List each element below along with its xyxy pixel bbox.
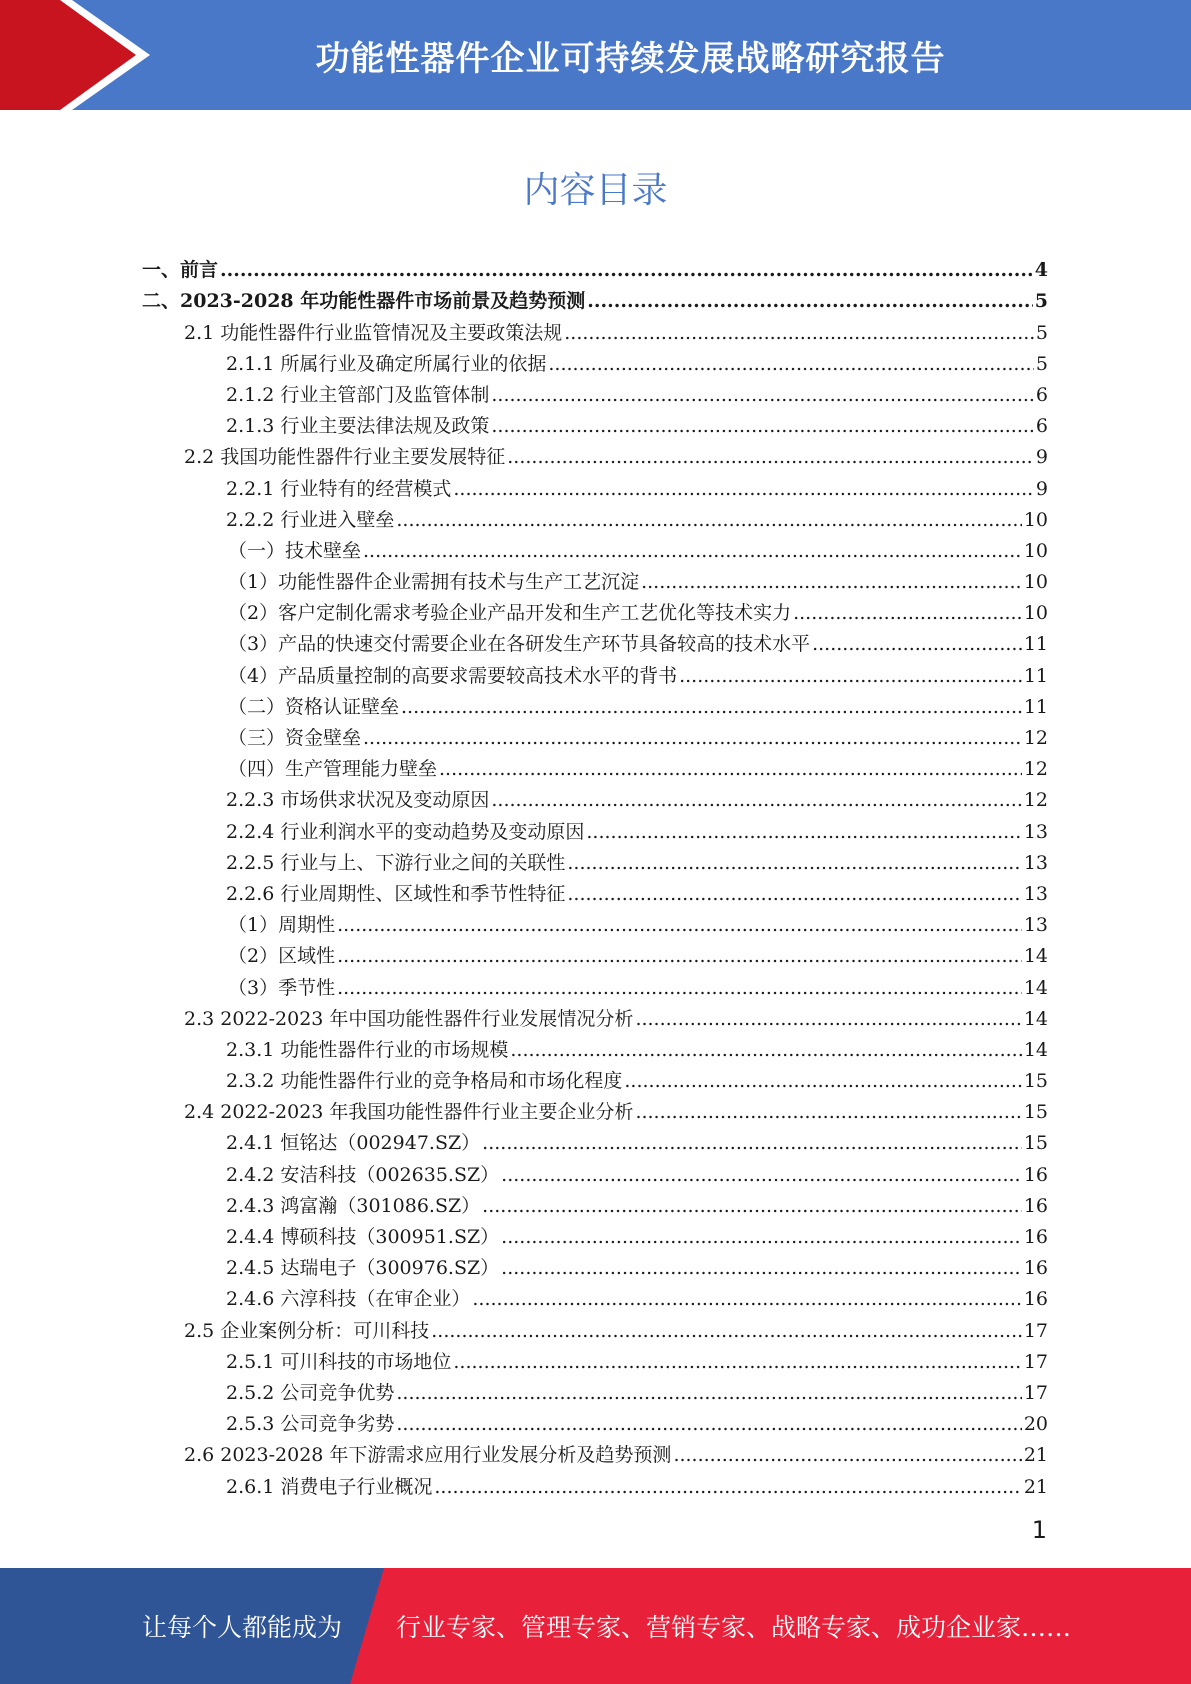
toc-entry-page: 6 <box>1035 415 1048 438</box>
toc-entry-page: 17 <box>1023 1319 1048 1342</box>
toc-entry-title: 2.5.1 可川科技的市场地位 <box>226 1350 452 1373</box>
toc-entry-page: 14 <box>1023 976 1048 999</box>
toc-entry[interactable] <box>142 1251 1048 1282</box>
toc-entry-page: 14 <box>1023 945 1048 968</box>
toc-entry-page: 12 <box>1023 789 1048 812</box>
toc-entry-title: 2.1.1 所属行业及确定所属行业的依据 <box>226 352 547 375</box>
toc-dot-leader <box>453 477 1034 501</box>
toc-entry-page: 10 <box>1023 602 1048 625</box>
toc-entry[interactable] <box>142 534 1048 565</box>
toc-entry-title: （四）生产管理能力壁垒 <box>228 758 438 781</box>
toc-entry-title: 2.2.1 行业特有的经营模式 <box>226 477 452 500</box>
toc-entry-page: 6 <box>1035 383 1048 406</box>
toc-entry-title: 2.4.6 六淳科技（在审企业） <box>226 1288 471 1311</box>
footer-slogan-right: 行业专家、管理专家、营销专家、战略专家、成功企业家…… <box>396 1613 1072 1642</box>
toc-dot-leader <box>507 445 1034 469</box>
toc-dot-leader <box>491 788 1021 812</box>
toc-entry[interactable] <box>142 783 1048 814</box>
toc-dot-leader <box>337 913 1022 937</box>
toc-entry-page: 10 <box>1023 539 1048 562</box>
toc-entry-title: 一、前言 <box>142 259 219 282</box>
toc-entry-page: 4 <box>1034 259 1048 282</box>
toc-entry-page: 12 <box>1023 727 1048 749</box>
toc-entry[interactable] <box>142 1282 1048 1313</box>
toc-entry-title: （一）技术壁垒 <box>228 539 362 562</box>
toc-entry-title: （二）资格认证壁垒 <box>228 695 400 718</box>
toc-dot-leader <box>337 976 1022 1000</box>
toc-entry-page: 17 <box>1023 1350 1048 1373</box>
toc-dot-leader <box>363 726 1022 750</box>
toc-entry-page: 10 <box>1023 508 1048 531</box>
header-bar <box>0 0 1191 110</box>
toc-entry-page: 16 <box>1023 1226 1048 1248</box>
toc-entry-title: （三）资金壁垒 <box>228 727 362 749</box>
toc-dot-leader <box>501 1225 1022 1249</box>
toc-entry-page: 11 <box>1023 664 1048 687</box>
footer-bar <box>0 1568 1191 1684</box>
toc-dot-leader <box>673 1443 1021 1467</box>
toc-heading: 内容目录 <box>523 170 668 211</box>
toc-entry-page: 15 <box>1023 1070 1048 1093</box>
toc-entry-title: 2.5.3 公司竞争劣势 <box>226 1413 395 1436</box>
toc-entry[interactable] <box>142 846 1048 877</box>
toc-dot-leader <box>472 1287 1021 1311</box>
toc-entry[interactable] <box>142 565 1048 596</box>
toc-entry-title: （3）产品的快速交付需要企业在各研发生产环节具备较高的技术水平 <box>228 633 811 656</box>
toc-dot-leader <box>501 1256 1022 1280</box>
toc-dot-leader <box>453 1350 1021 1374</box>
toc-entry-title: 2.2.6 行业周期性、区域性和季节性特征 <box>226 882 566 905</box>
toc-entry-title: （1）周期性 <box>228 914 336 937</box>
toc-entry[interactable] <box>142 1189 1048 1220</box>
toc-entry-title: 2.1.2 行业主管部门及监管体制 <box>226 383 490 406</box>
toc-entry-page: 16 <box>1023 1288 1048 1311</box>
toc-entry-title: 2.2.2 行业进入壁垒 <box>226 508 395 531</box>
toc-dot-leader <box>482 1194 1022 1218</box>
toc-entry-page: 17 <box>1023 1381 1048 1404</box>
toc-entry[interactable] <box>142 814 1048 845</box>
table-of-contents <box>142 253 1048 1501</box>
toc-entry-title: （2）客户定制化需求考验企业产品开发和生产工艺优化等技术实力 <box>228 602 792 625</box>
toc-entry[interactable] <box>142 1438 1048 1469</box>
toc-entry-title: 2.2.3 市场供求状况及变动原因 <box>226 789 490 812</box>
toc-entry[interactable] <box>142 378 1048 409</box>
toc-entry-title: 2.2.5 行业与上、下游行业之间的关联性 <box>226 851 566 874</box>
toc-entry[interactable] <box>142 970 1048 1001</box>
toc-entry-page: 5 <box>1035 352 1048 375</box>
toc-entry[interactable] <box>142 1157 1048 1188</box>
toc-entry[interactable] <box>142 1469 1048 1500</box>
toc-entry[interactable] <box>142 503 1048 534</box>
toc-dot-leader <box>491 383 1034 407</box>
toc-entry-title: （4）产品质量控制的高要求需要较高技术水平的背书 <box>228 664 678 687</box>
toc-dot-leader <box>491 414 1034 438</box>
toc-dot-leader <box>679 664 1022 688</box>
toc-entry-title: 2.3 2022-2023 年中国功能性器件行业发展情况分析 <box>184 1007 634 1030</box>
toc-entry[interactable] <box>142 690 1048 721</box>
toc-dot-leader <box>624 1069 1021 1093</box>
toc-dot-leader <box>510 1038 1021 1062</box>
toc-entry[interactable] <box>142 908 1048 939</box>
toc-dot-leader <box>548 352 1034 376</box>
toc-entry-title: 二、2023-2028 年功能性器件市场前景及趋势预测 <box>142 290 586 313</box>
toc-entry[interactable] <box>142 1002 1048 1033</box>
toc-entry[interactable] <box>142 315 1048 346</box>
toc-entry-page: 21 <box>1023 1444 1048 1467</box>
toc-entry[interactable] <box>142 1345 1048 1376</box>
toc-dot-leader <box>396 1381 1021 1405</box>
toc-entry-page: 13 <box>1023 882 1048 905</box>
toc-entry[interactable] <box>142 253 1048 284</box>
toc-entry-page: 9 <box>1035 446 1048 469</box>
toc-entry-page: 16 <box>1023 1257 1048 1280</box>
toc-entry-page: 10 <box>1023 571 1048 594</box>
toc-dot-leader <box>220 258 1033 282</box>
toc-dot-leader <box>482 1131 1022 1155</box>
toc-dot-leader <box>567 851 1021 875</box>
toc-entry[interactable] <box>142 1033 1048 1064</box>
toc-entry-title: 2.2.4 行业利润水平的变动趋势及变动原因 <box>226 820 585 843</box>
toc-entry-page: 13 <box>1023 851 1048 874</box>
toc-dot-leader <box>586 820 1021 844</box>
toc-dot-leader <box>337 944 1022 968</box>
toc-dot-leader <box>439 757 1022 781</box>
toc-entry-page: 12 <box>1023 758 1048 781</box>
toc-entry-title: 2.5 企业案例分析：可川科技 <box>184 1319 430 1342</box>
toc-entry-title: （2）区域性 <box>228 945 336 968</box>
page-number: 1 <box>1031 1516 1047 1544</box>
toc-entry-page: 14 <box>1023 1007 1048 1030</box>
toc-entry[interactable] <box>142 409 1048 440</box>
toc-entry-page: 11 <box>1023 633 1048 656</box>
toc-entry-page: 21 <box>1023 1475 1048 1498</box>
toc-entry-title: 2.4.2 安洁科技（002635.SZ） <box>226 1163 500 1186</box>
toc-entry-page: 5 <box>1034 290 1048 313</box>
toc-entry[interactable] <box>142 471 1048 502</box>
toc-entry[interactable] <box>142 1220 1048 1251</box>
toc-dot-leader <box>434 1475 1021 1499</box>
toc-entry-page: 16 <box>1023 1163 1048 1186</box>
toc-entry-title: 2.5.2 公司竞争优势 <box>226 1381 395 1404</box>
toc-entry[interactable] <box>142 440 1048 471</box>
toc-dot-leader <box>641 570 1022 594</box>
footer-slogan-left: 让每个人都能成为 <box>142 1613 343 1642</box>
toc-dot-leader <box>401 695 1022 719</box>
toc-dot-leader <box>812 632 1022 656</box>
toc-entry-page: 15 <box>1023 1101 1048 1124</box>
toc-entry[interactable] <box>142 627 1048 658</box>
toc-entry[interactable] <box>142 1126 1048 1157</box>
toc-dot-leader <box>396 1412 1021 1436</box>
toc-entry[interactable] <box>142 721 1048 752</box>
toc-dot-leader <box>431 1319 1022 1343</box>
toc-dot-leader <box>587 289 1033 313</box>
toc-dot-leader <box>635 1007 1021 1031</box>
toc-dot-leader <box>564 321 1034 345</box>
toc-entry-page: 9 <box>1035 477 1048 500</box>
toc-entry[interactable] <box>142 1095 1048 1126</box>
toc-entry-title: 2.3.2 功能性器件行业的竞争格局和市场化程度 <box>226 1070 623 1093</box>
toc-entry-title: 2.4.5 达瑞电子（300976.SZ） <box>226 1257 500 1280</box>
toc-entry-title: 2.4.4 博硕科技（300951.SZ） <box>226 1226 500 1248</box>
toc-entry-title: 2.6.1 消费电子行业概况 <box>226 1475 433 1498</box>
toc-entry-title: 2.4.3 鸿富瀚（301086.SZ） <box>226 1194 481 1217</box>
toc-entry-title: 2.1.3 行业主要法律法规及政策 <box>226 415 490 438</box>
toc-dot-leader <box>567 882 1021 906</box>
toc-entry-title: 2.6 2023-2028 年下游需求应用行业发展分析及趋势预测 <box>184 1444 672 1467</box>
toc-entry-title: （1）功能性器件企业需拥有技术与生产工艺沉淀 <box>228 571 640 594</box>
toc-entry-page: 13 <box>1023 820 1048 843</box>
toc-entry-title: 2.2 我国功能性器件行业主要发展特征 <box>184 446 506 469</box>
toc-dot-leader <box>635 1100 1021 1124</box>
toc-entry-page: 16 <box>1023 1194 1048 1217</box>
toc-entry[interactable] <box>142 596 1048 627</box>
toc-dot-leader <box>363 539 1022 563</box>
toc-entry[interactable] <box>142 347 1048 378</box>
toc-dot-leader <box>501 1163 1022 1187</box>
toc-entry-title: 2.4 2022-2023 年我国功能性器件行业主要企业分析 <box>184 1101 634 1124</box>
toc-entry-page: 5 <box>1035 321 1048 344</box>
toc-entry[interactable] <box>142 1313 1048 1344</box>
toc-entry[interactable] <box>142 939 1048 970</box>
toc-entry-page: 11 <box>1023 695 1048 718</box>
toc-entry[interactable] <box>142 1407 1048 1438</box>
toc-entry-page: 13 <box>1023 914 1048 937</box>
toc-dot-leader <box>396 508 1021 532</box>
toc-entry[interactable] <box>142 658 1048 689</box>
toc-entry[interactable] <box>142 877 1048 908</box>
toc-entry[interactable] <box>142 1376 1048 1407</box>
toc-dot-leader <box>793 601 1022 625</box>
toc-entry[interactable] <box>142 284 1048 315</box>
toc-entry-title: 2.4.1 恒铭达（002947.SZ） <box>226 1132 481 1155</box>
report-title: 功能性器件企业可持续发展战略研究报告 <box>315 38 946 79</box>
toc-entry-page: 20 <box>1023 1413 1048 1436</box>
toc-entry-page: 14 <box>1023 1038 1048 1061</box>
toc-entry-page: 15 <box>1023 1132 1048 1155</box>
toc-entry[interactable] <box>142 1064 1048 1095</box>
toc-entry-title: 2.3.1 功能性器件行业的市场规模 <box>226 1038 509 1061</box>
toc-entry-title: （3）季节性 <box>228 976 336 999</box>
toc-entry[interactable] <box>142 752 1048 783</box>
toc-entry-title: 2.1 功能性器件行业监管情况及主要政策法规 <box>184 321 563 344</box>
